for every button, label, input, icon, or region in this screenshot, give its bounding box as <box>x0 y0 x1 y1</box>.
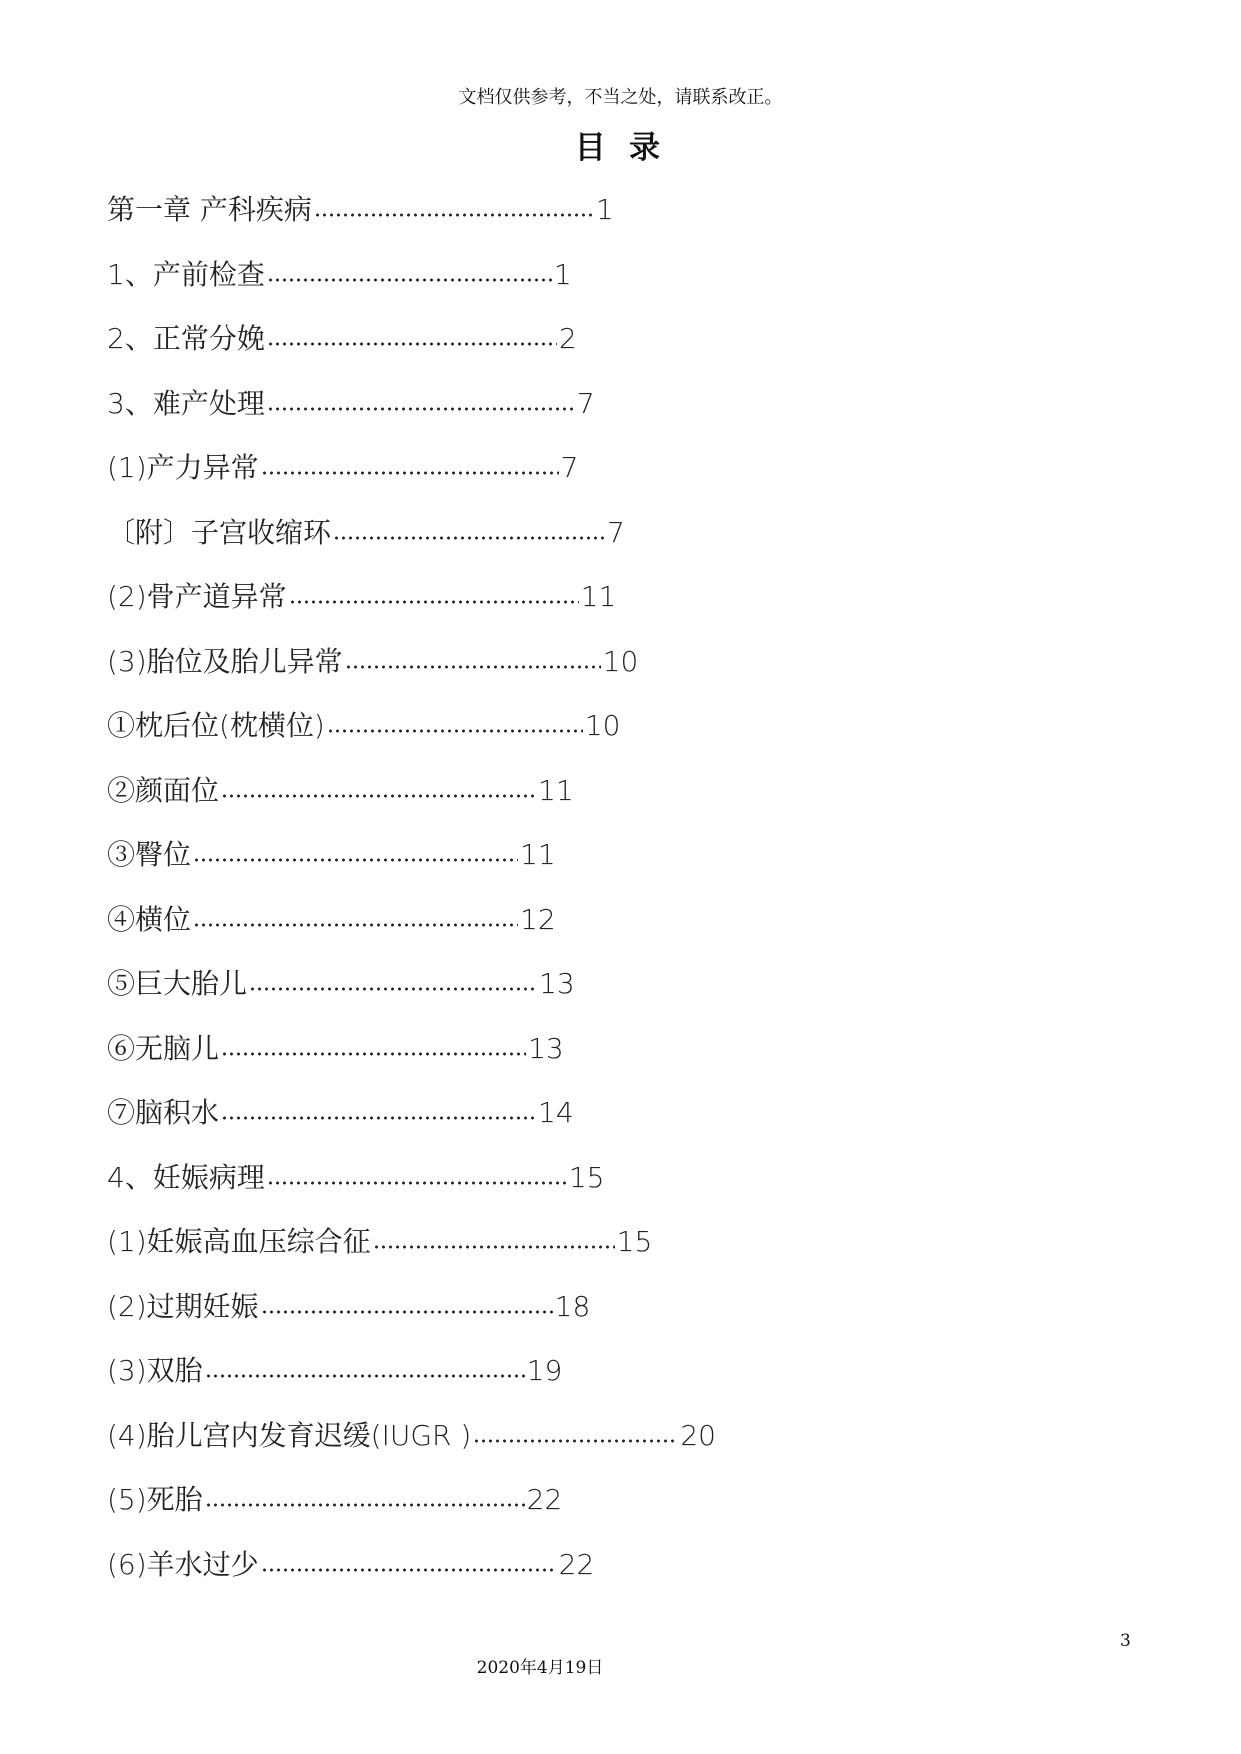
toc-entry[interactable] <box>107 1349 562 1393</box>
toc-entry[interactable] <box>107 1220 652 1264</box>
toc-entry-page: 13 <box>539 967 575 1000</box>
toc-entry[interactable] <box>107 446 579 490</box>
toc-entry-page: 22 <box>526 1483 563 1516</box>
toc-entry[interactable] <box>107 317 577 361</box>
toc-dot-leader <box>221 1052 526 1056</box>
toc-dot-leader <box>314 213 594 217</box>
toc-dot-leader <box>267 407 575 411</box>
toc-entry-page: 7 <box>576 387 595 420</box>
toc-dot-leader <box>373 1245 615 1249</box>
toc-entry[interactable] <box>107 1478 562 1522</box>
toc-entry[interactable] <box>107 1285 590 1329</box>
toc-entry[interactable] <box>107 704 621 748</box>
toc-entry[interactable] <box>107 1414 716 1458</box>
toc-entry-page: 13 <box>528 1032 564 1065</box>
toc-entry-page: 15 <box>568 1161 605 1194</box>
toc-entry-label: (6)羊水过少 <box>107 1548 259 1581</box>
toc-dot-leader <box>267 342 557 346</box>
toc-entry[interactable] <box>107 769 574 813</box>
toc-entry-label: ⑥无脑儿 <box>107 1032 220 1065</box>
toc-entry-label: ⑤巨大胎儿 <box>107 967 248 1000</box>
toc-entry[interactable] <box>107 898 556 942</box>
toc-dot-leader <box>249 987 537 991</box>
toc-entry-page: 10 <box>602 645 639 678</box>
toc-dot-leader <box>261 471 559 475</box>
document-header-note: 文档仅供参考，不当之处，请联系改正。 <box>458 87 783 108</box>
toc-entry[interactable] <box>107 1027 564 1071</box>
toc-entry-page: 7 <box>607 516 625 549</box>
toc-entry-label: (2)骨产道异常 <box>107 580 287 613</box>
toc-entry[interactable] <box>107 382 595 426</box>
toc-entry[interactable] <box>107 962 575 1006</box>
toc-entry-label: 3、难产处理 <box>107 387 265 420</box>
toc-entry-label: 2、正常分娩 <box>107 322 265 355</box>
toc-entry-page: 14 <box>538 1096 574 1129</box>
toc-entry-label: (3)双胎 <box>107 1354 203 1387</box>
toc-entry-page: 11 <box>538 774 574 807</box>
toc-entry[interactable] <box>107 511 625 555</box>
toc-entry-label: ⑦脑积水 <box>107 1096 220 1129</box>
toc-entry-label: ②颜面位 <box>107 774 220 807</box>
toc-dot-leader <box>267 278 552 282</box>
toc-entry-label: (5)死胎 <box>107 1483 203 1516</box>
page-number: 3 <box>1120 1631 1131 1651</box>
toc-dot-leader <box>221 794 536 798</box>
toc-entry-page: 11 <box>580 580 617 613</box>
toc-entry-label: ①枕后位(枕横位) <box>107 709 325 742</box>
toc-entry[interactable] <box>107 640 638 684</box>
toc-entry-label: ③臀位 <box>107 838 192 871</box>
toc-entry[interactable] <box>107 188 614 232</box>
toc-dot-leader <box>333 536 605 540</box>
toc-dot-leader <box>261 1568 557 1572</box>
toc-dot-leader <box>193 923 518 927</box>
toc-entry-page: 22 <box>558 1548 595 1581</box>
toc-dot-leader <box>327 729 583 733</box>
toc-entry-page: 2 <box>558 322 577 355</box>
toc-entry-page: 10 <box>584 709 621 742</box>
toc-title: 目 录 <box>574 130 667 166</box>
toc-dot-leader <box>193 858 518 862</box>
toc-dot-leader <box>261 1310 553 1314</box>
toc-entry-label: 第一章 产科疾病 <box>107 193 312 226</box>
toc-entry-label: 〔附〕子宫收缩环 <box>107 516 332 549</box>
toc-dot-leader <box>345 665 601 669</box>
toc-entry[interactable] <box>107 253 572 297</box>
toc-entry-page: 11 <box>520 838 556 871</box>
toc-entry-page: 20 <box>680 1419 716 1452</box>
toc-entry-page: 19 <box>526 1354 563 1387</box>
toc-entry-label: (4)胎儿宫内发育迟缓(IUGR ) <box>107 1419 472 1452</box>
footer-date: 2020年4月19日 <box>476 1658 604 1678</box>
toc-entry[interactable] <box>107 1156 604 1200</box>
toc-entry-page: 12 <box>520 903 556 936</box>
toc-entry-page: 15 <box>616 1225 653 1258</box>
toc-entry-page: 18 <box>554 1290 591 1323</box>
toc-entry-page: 1 <box>595 193 614 226</box>
toc-dot-leader <box>473 1439 678 1443</box>
toc-entry-label: (2)过期妊娠 <box>107 1290 259 1323</box>
toc-entry-label: (3)胎位及胎儿异常 <box>107 645 343 678</box>
toc-dot-leader <box>205 1503 525 1507</box>
toc-entry-label: (1)妊娠高血压综合征 <box>107 1225 371 1258</box>
toc-dot-leader <box>289 600 579 604</box>
toc-entry-label: (1)产力异常 <box>107 451 259 484</box>
toc-entry-label: ④横位 <box>107 903 192 936</box>
toc-entry-page: 1 <box>553 258 572 291</box>
toc-entry-label: 1、产前检查 <box>107 258 265 291</box>
toc-entry-page: 7 <box>560 451 579 484</box>
toc-entry[interactable] <box>107 1091 574 1135</box>
toc-dot-leader <box>205 1374 525 1378</box>
toc-dot-leader <box>267 1181 567 1185</box>
toc-entry[interactable] <box>107 575 616 619</box>
toc-entry[interactable] <box>107 833 556 877</box>
toc-entry-label: 4、妊娠病理 <box>107 1161 265 1194</box>
toc-dot-leader <box>221 1116 536 1120</box>
toc-entry[interactable] <box>107 1543 594 1587</box>
